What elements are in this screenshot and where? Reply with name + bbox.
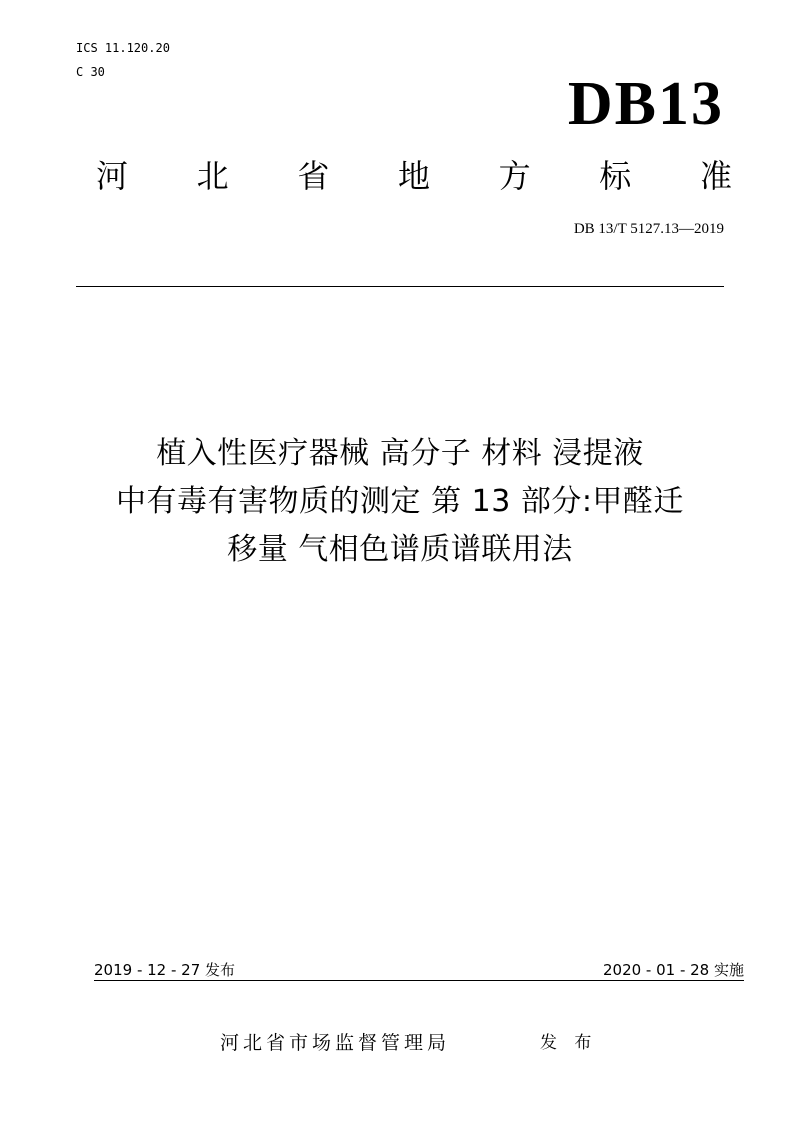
title-line: 中有毒有害物质的测定 第 13 部分:甲醛迁 — [116, 484, 684, 519]
standard-type-char: 地 — [397, 157, 430, 195]
issue-date: 2019 - 12 - 27 发布 — [94, 961, 236, 979]
clc-code: C 30 — [76, 65, 105, 79]
standard-type-char: 河 — [96, 157, 129, 195]
standard-type-heading — [96, 154, 732, 198]
implementation-date: 2020 - 01 - 28 实施 — [602, 961, 744, 979]
publisher-name: 河北省市场监督管理局 — [220, 1032, 451, 1054]
standard-type-char: 准 — [699, 157, 732, 195]
title-line: 移量 气相色谱质谱联用法 — [227, 532, 573, 567]
title-line: 植入性医疗器械 高分子 材料 浸提液 — [156, 436, 644, 471]
footer-divider — [94, 980, 744, 981]
header-divider — [76, 286, 724, 287]
standard-type-char: 方 — [498, 157, 531, 195]
standard-type-char: 省 — [297, 157, 330, 195]
standard-type-char: 标 — [599, 157, 632, 195]
standard-type-char: 北 — [196, 157, 229, 195]
standard-code: DB 13/T 5127.13—2019 — [573, 221, 724, 237]
db13-logo: DB13 — [567, 70, 724, 138]
document-title — [60, 430, 740, 574]
ics-code: ICS 11.120.20 — [76, 41, 170, 55]
publish-label: 发 布 — [540, 1033, 598, 1053]
